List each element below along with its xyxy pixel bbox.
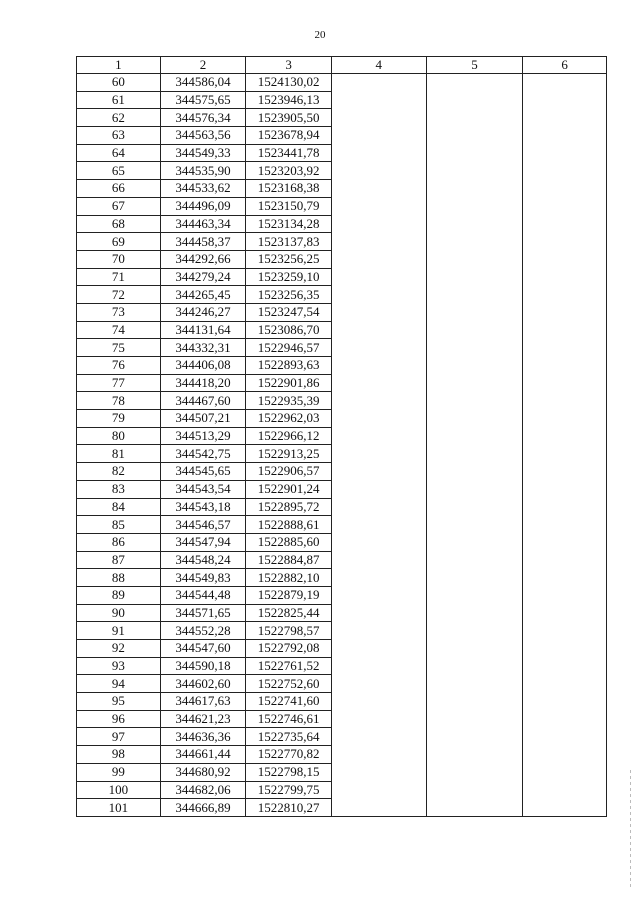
column-header: 2 [160,57,246,74]
x-coordinate-cell: 344418,20 [160,374,246,392]
y-coordinate-cell: 1523247,54 [246,303,332,321]
y-coordinate-cell: 1523259,10 [246,268,332,286]
table-row [77,74,607,92]
point-number-cell: 69 [77,233,161,251]
x-coordinate-cell: 344332,31 [160,339,246,357]
y-coordinate-cell: 1522895,72 [246,498,332,516]
x-coordinate-cell: 344131,64 [160,321,246,339]
column-header: 1 [77,57,161,74]
y-coordinate-cell: 1522799,75 [246,781,332,799]
x-coordinate-cell: 344586,04 [160,74,246,92]
x-coordinate-cell: 344458,37 [160,233,246,251]
point-number-cell: 88 [77,569,161,587]
x-coordinate-cell: 344617,63 [160,693,246,711]
y-coordinate-cell: 1522741,60 [246,693,332,711]
scan-edge-mark [630,770,631,890]
y-coordinate-cell: 1522935,39 [246,392,332,410]
point-number-cell: 84 [77,498,161,516]
point-number-cell: 98 [77,746,161,764]
y-coordinate-cell: 1523256,35 [246,286,332,304]
y-coordinate-cell: 1522885,60 [246,533,332,551]
y-coordinate-cell: 1522962,03 [246,410,332,428]
point-number-cell: 76 [77,357,161,375]
table-header-row [77,57,607,74]
x-coordinate-cell: 344246,27 [160,303,246,321]
point-number-cell: 85 [77,516,161,534]
point-number-cell: 65 [77,162,161,180]
y-coordinate-cell: 1522901,86 [246,374,332,392]
x-coordinate-cell: 344542,75 [160,445,246,463]
y-coordinate-cell: 1522879,19 [246,586,332,604]
x-coordinate-cell: 344279,24 [160,268,246,286]
point-number-cell: 75 [77,339,161,357]
point-number-cell: 67 [77,197,161,215]
x-coordinate-cell: 344552,28 [160,622,246,640]
point-number-cell: 99 [77,763,161,781]
y-coordinate-cell: 1522761,52 [246,657,332,675]
x-coordinate-cell: 344545,65 [160,463,246,481]
column-header: 4 [331,57,426,74]
x-coordinate-cell: 344548,24 [160,551,246,569]
point-number-cell: 68 [77,215,161,233]
page-number: 20 [314,29,326,41]
y-coordinate-cell: 1524130,02 [246,74,332,92]
y-coordinate-cell: 1522884,87 [246,551,332,569]
x-coordinate-cell: 344680,92 [160,763,246,781]
y-coordinate-cell: 1523168,38 [246,180,332,198]
x-coordinate-cell: 344666,89 [160,799,246,817]
point-number-cell: 63 [77,127,161,145]
point-number-cell: 66 [77,180,161,198]
x-coordinate-cell: 344496,09 [160,197,246,215]
x-coordinate-cell: 344547,94 [160,533,246,551]
point-number-cell: 101 [77,799,161,817]
y-coordinate-cell: 1523905,50 [246,109,332,127]
x-coordinate-cell: 344543,18 [160,498,246,516]
y-coordinate-cell: 1522888,61 [246,516,332,534]
x-coordinate-cell: 344549,33 [160,144,246,162]
x-coordinate-cell: 344406,08 [160,357,246,375]
y-coordinate-cell: 1522913,25 [246,445,332,463]
point-number-cell: 61 [77,91,161,109]
point-number-cell: 89 [77,586,161,604]
point-number-cell: 73 [77,303,161,321]
y-coordinate-cell: 1522752,60 [246,675,332,693]
point-number-cell: 86 [77,533,161,551]
y-coordinate-cell: 1523946,13 [246,91,332,109]
point-number-cell: 92 [77,640,161,658]
x-coordinate-cell: 344571,65 [160,604,246,622]
y-coordinate-cell: 1522810,27 [246,799,332,817]
x-coordinate-cell: 344507,21 [160,410,246,428]
x-coordinate-cell: 344463,34 [160,215,246,233]
x-coordinate-cell: 344533,62 [160,180,246,198]
x-coordinate-cell: 344265,45 [160,286,246,304]
y-coordinate-cell: 1523086,70 [246,321,332,339]
empty-column-cell [523,74,607,817]
column-header: 6 [523,57,607,74]
point-number-cell: 95 [77,693,161,711]
x-coordinate-cell: 344543,54 [160,480,246,498]
y-coordinate-cell: 1522946,57 [246,339,332,357]
point-number-cell: 77 [77,374,161,392]
y-coordinate-cell: 1522792,08 [246,640,332,658]
empty-column-cell [426,74,523,817]
point-number-cell: 93 [77,657,161,675]
y-coordinate-cell: 1522746,61 [246,710,332,728]
x-coordinate-cell: 344513,29 [160,427,246,445]
y-coordinate-cell: 1522882,10 [246,569,332,587]
point-number-cell: 96 [77,710,161,728]
point-number-cell: 74 [77,321,161,339]
y-coordinate-cell: 1522966,12 [246,427,332,445]
x-coordinate-cell: 344563,56 [160,127,246,145]
point-number-cell: 81 [77,445,161,463]
y-coordinate-cell: 1522798,15 [246,763,332,781]
x-coordinate-cell: 344546,57 [160,516,246,534]
y-coordinate-cell: 1522825,44 [246,604,332,622]
y-coordinate-cell: 1522798,57 [246,622,332,640]
y-coordinate-cell: 1522901,24 [246,480,332,498]
y-coordinate-cell: 1522735,64 [246,728,332,746]
table-body [77,74,607,817]
x-coordinate-cell: 344602,60 [160,675,246,693]
point-number-cell: 94 [77,675,161,693]
point-number-cell: 80 [77,427,161,445]
point-number-cell: 72 [77,286,161,304]
point-number-cell: 79 [77,410,161,428]
x-coordinate-cell: 344682,06 [160,781,246,799]
x-coordinate-cell: 344547,60 [160,640,246,658]
point-number-cell: 87 [77,551,161,569]
point-number-cell: 90 [77,604,161,622]
x-coordinate-cell: 344590,18 [160,657,246,675]
column-header: 5 [426,57,523,74]
y-coordinate-cell: 1523203,92 [246,162,332,180]
empty-column-cell [331,74,426,817]
x-coordinate-cell: 344292,66 [160,250,246,268]
point-number-cell: 83 [77,480,161,498]
point-number-cell: 97 [77,728,161,746]
y-coordinate-cell: 1522770,82 [246,746,332,764]
x-coordinate-cell: 344549,83 [160,569,246,587]
y-coordinate-cell: 1523256,25 [246,250,332,268]
x-coordinate-cell: 344636,36 [160,728,246,746]
x-coordinate-cell: 344575,65 [160,91,246,109]
point-number-cell: 60 [77,74,161,92]
point-number-cell: 64 [77,144,161,162]
x-coordinate-cell: 344661,44 [160,746,246,764]
point-number-cell: 62 [77,109,161,127]
point-number-cell: 82 [77,463,161,481]
point-number-cell: 71 [77,268,161,286]
y-coordinate-cell: 1523150,79 [246,197,332,215]
point-number-cell: 100 [77,781,161,799]
y-coordinate-cell: 1522906,57 [246,463,332,481]
point-number-cell: 70 [77,250,161,268]
x-coordinate-cell: 344467,60 [160,392,246,410]
coordinates-table [76,56,607,817]
x-coordinate-cell: 344544,48 [160,586,246,604]
y-coordinate-cell: 1522893,63 [246,357,332,375]
point-number-cell: 78 [77,392,161,410]
y-coordinate-cell: 1523137,83 [246,233,332,251]
x-coordinate-cell: 344621,23 [160,710,246,728]
point-number-cell: 91 [77,622,161,640]
y-coordinate-cell: 1523678,94 [246,127,332,145]
x-coordinate-cell: 344576,34 [160,109,246,127]
column-header: 3 [246,57,332,74]
x-coordinate-cell: 344535,90 [160,162,246,180]
y-coordinate-cell: 1523134,28 [246,215,332,233]
y-coordinate-cell: 1523441,78 [246,144,332,162]
